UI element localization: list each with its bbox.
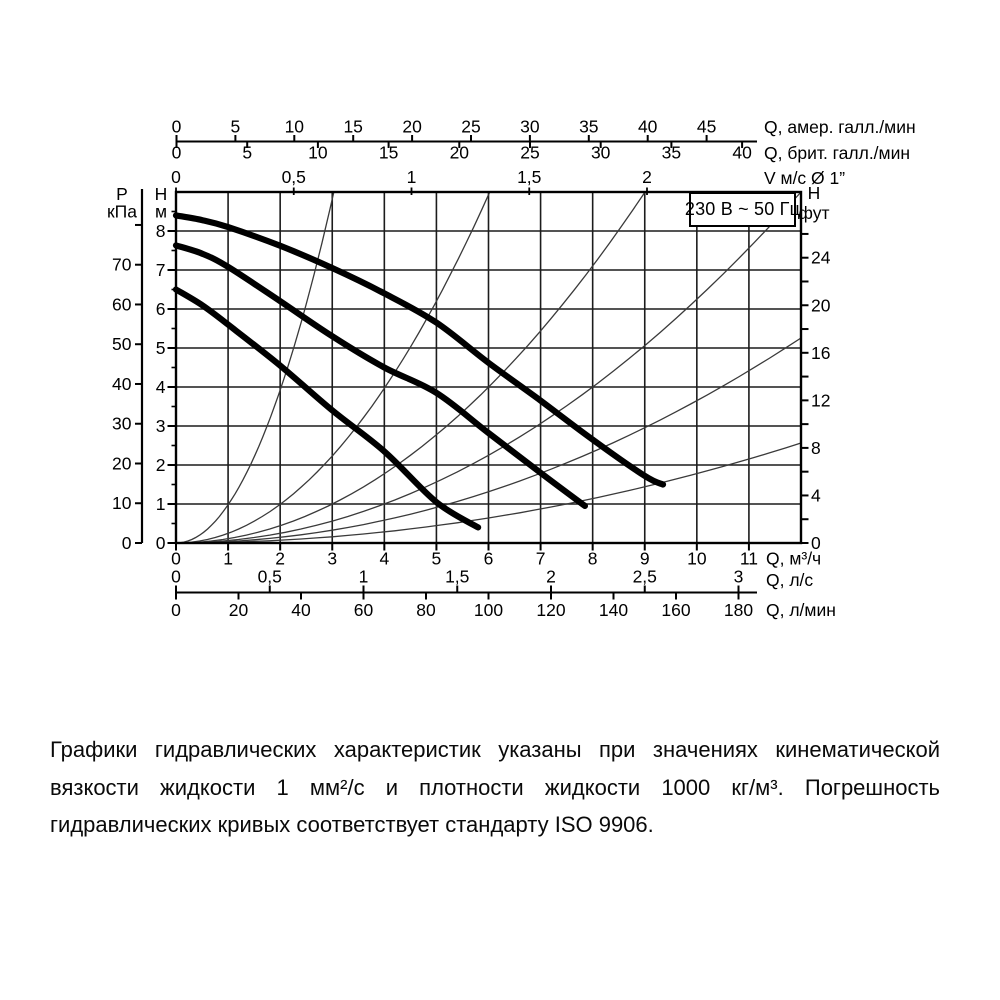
axis-left-meters xyxy=(155,184,176,553)
svg-text:9: 9 xyxy=(639,548,650,569)
svg-text:10: 10 xyxy=(284,116,305,137)
axis-left-kpa xyxy=(107,184,142,553)
svg-text:1,5: 1,5 xyxy=(445,566,470,587)
svg-text:30: 30 xyxy=(112,413,132,434)
svg-text:2,5: 2,5 xyxy=(632,566,657,587)
svg-text:1: 1 xyxy=(155,494,166,514)
pump-curve-speed-3 xyxy=(176,215,663,484)
svg-text:Q, амер. галл./мин: Q, амер. галл./мин xyxy=(764,117,916,137)
svg-text:6: 6 xyxy=(483,548,494,569)
svg-text:2: 2 xyxy=(275,548,286,569)
svg-text:5: 5 xyxy=(431,548,442,569)
svg-text:0,5: 0,5 xyxy=(281,167,306,187)
svg-text:10: 10 xyxy=(687,548,707,569)
svg-text:4: 4 xyxy=(379,548,390,569)
svg-text:0: 0 xyxy=(811,533,821,553)
svg-text:7: 7 xyxy=(155,260,166,280)
svg-text:120: 120 xyxy=(536,600,566,620)
svg-text:3: 3 xyxy=(733,566,744,587)
svg-text:V м/с Ø 1”: V м/с Ø 1” xyxy=(764,168,846,188)
svg-text:8: 8 xyxy=(811,437,821,458)
svg-text:6: 6 xyxy=(155,299,166,319)
svg-text:0: 0 xyxy=(171,167,181,187)
svg-text:10: 10 xyxy=(112,493,132,514)
svg-text:4: 4 xyxy=(811,485,821,506)
svg-text:0: 0 xyxy=(171,116,182,137)
svg-text:1: 1 xyxy=(406,167,417,187)
svg-text:2: 2 xyxy=(642,167,652,187)
svg-text:P: P xyxy=(116,184,128,204)
voltage-rating-label: 230 В ~ 50 Гц xyxy=(684,199,801,219)
svg-text:м: м xyxy=(154,201,168,222)
svg-text:20: 20 xyxy=(811,295,831,316)
svg-text:40: 40 xyxy=(291,600,311,620)
svg-text:0: 0 xyxy=(171,548,181,569)
svg-text:20: 20 xyxy=(112,453,132,474)
svg-text:8: 8 xyxy=(155,221,166,241)
svg-text:5: 5 xyxy=(155,338,166,358)
svg-text:5: 5 xyxy=(230,116,241,137)
svg-text:10: 10 xyxy=(308,142,328,163)
svg-text:4: 4 xyxy=(155,377,166,397)
svg-text:60: 60 xyxy=(353,600,374,620)
svg-text:Q, брит. галл./мин: Q, брит. галл./мин xyxy=(764,143,911,163)
svg-text:45: 45 xyxy=(696,116,717,137)
svg-text:30: 30 xyxy=(520,116,540,137)
svg-text:160: 160 xyxy=(661,600,691,620)
pump-curve-speed-1 xyxy=(176,290,478,528)
svg-text:16: 16 xyxy=(811,342,831,363)
svg-text:0: 0 xyxy=(121,533,132,553)
svg-text:80: 80 xyxy=(416,600,436,620)
svg-text:1: 1 xyxy=(358,566,369,587)
system-curve-1 xyxy=(176,192,334,543)
svg-text:60: 60 xyxy=(112,294,132,315)
svg-text:70: 70 xyxy=(112,254,132,275)
svg-text:2: 2 xyxy=(546,566,556,587)
svg-text:140: 140 xyxy=(598,600,629,620)
axis-top-gallons xyxy=(172,117,916,164)
svg-text:Q, л/с: Q, л/с xyxy=(766,570,814,590)
svg-text:40: 40 xyxy=(732,142,752,163)
svg-text:20: 20 xyxy=(228,600,249,620)
svg-text:1,5: 1,5 xyxy=(517,167,542,187)
svg-text:0: 0 xyxy=(155,533,166,553)
svg-text:40: 40 xyxy=(112,373,132,394)
system-curve-3 xyxy=(176,192,645,543)
svg-text:50: 50 xyxy=(112,334,132,355)
svg-text:180: 180 xyxy=(723,600,754,620)
svg-text:1: 1 xyxy=(223,548,233,569)
svg-text:11: 11 xyxy=(739,548,759,569)
voltage-rating-box xyxy=(684,192,801,227)
svg-text:40: 40 xyxy=(637,116,658,137)
axis-right-feet xyxy=(799,183,831,553)
svg-text:24: 24 xyxy=(811,247,831,268)
svg-text:25: 25 xyxy=(520,142,540,163)
svg-text:15: 15 xyxy=(343,116,363,137)
svg-text:35: 35 xyxy=(579,116,599,137)
svg-text:100: 100 xyxy=(473,600,504,620)
svg-text:0: 0 xyxy=(171,142,182,163)
svg-text:8: 8 xyxy=(587,548,598,569)
svg-text:фут: фут xyxy=(798,203,830,223)
svg-text:0: 0 xyxy=(171,600,181,620)
axis-bottom-m3h xyxy=(171,543,821,569)
svg-text:3: 3 xyxy=(327,548,338,569)
svg-text:15: 15 xyxy=(378,142,399,163)
svg-text:2: 2 xyxy=(155,455,166,475)
svg-text:0: 0 xyxy=(171,566,181,587)
svg-text:H: H xyxy=(807,183,821,203)
svg-text:Q, л/мин: Q, л/мин xyxy=(766,600,836,620)
svg-text:Q, м³/ч: Q, м³/ч xyxy=(766,548,822,569)
svg-text:30: 30 xyxy=(590,142,611,163)
svg-text:25: 25 xyxy=(461,116,481,137)
disclaimer-text: Графики гидравлических характеристик указаны при значениях кинематической вязкости жидкости 1 мм²/с и плотности жидкости 1000 кг/м³. Погрешность гидравлических кривых соответствует стандарту ISO 9906. xyxy=(50,737,940,837)
svg-text:3: 3 xyxy=(155,416,166,436)
svg-text:5: 5 xyxy=(242,142,253,163)
svg-text:12: 12 xyxy=(811,390,831,411)
svg-text:7: 7 xyxy=(535,548,546,569)
pump-curves xyxy=(176,215,663,527)
axis-bottom-liters xyxy=(171,567,836,621)
svg-text:20: 20 xyxy=(449,142,470,163)
svg-text:H: H xyxy=(154,184,168,204)
pump-curve-speed-2 xyxy=(176,245,585,506)
svg-text:0,5: 0,5 xyxy=(257,566,282,587)
svg-text:кПа: кПа xyxy=(107,201,137,222)
svg-text:35: 35 xyxy=(661,142,682,163)
svg-text:20: 20 xyxy=(402,116,422,137)
